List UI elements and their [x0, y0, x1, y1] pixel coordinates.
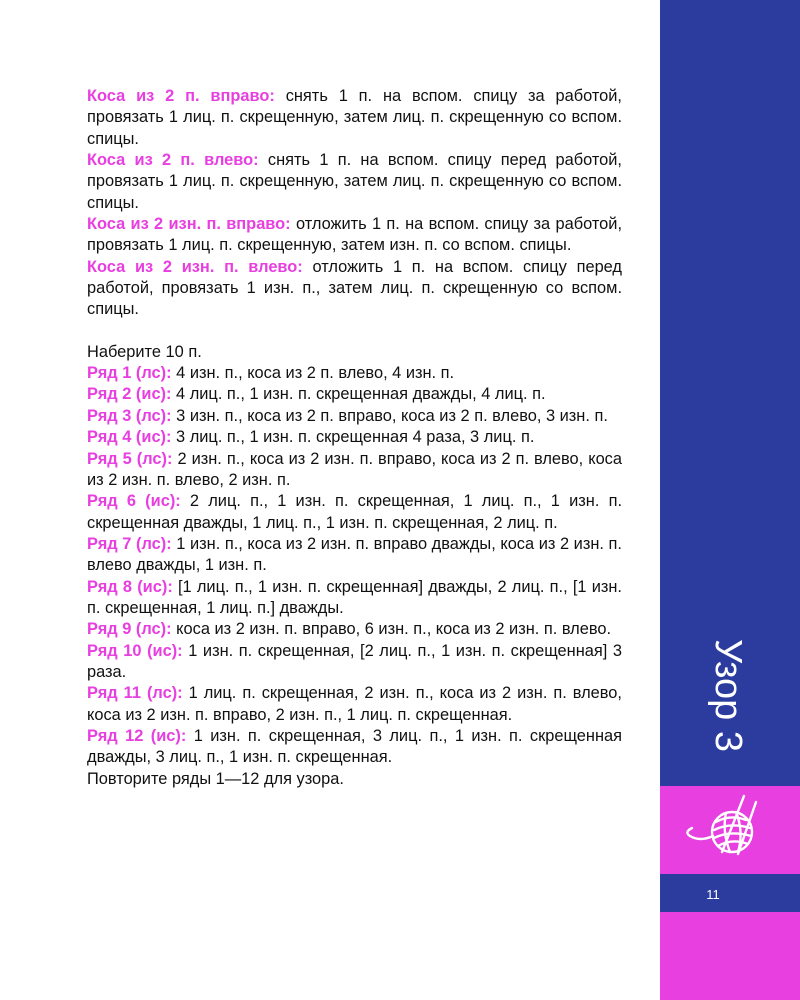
definition-item: [87, 257, 622, 321]
definition-text: снять 1 п. на вспом. спицу за работой, провязать 1 лиц. п. скрещенную, затем лиц. п. скрещенную со вспом. спицы.: [87, 87, 622, 148]
row-instruction: [87, 363, 622, 384]
row-label: Ряд 2 (ис):: [87, 385, 172, 404]
row-text: 4 лиц. п., 1 изн. п. скрещенная дважды, 4 лиц. п.: [171, 385, 546, 404]
row-text: 3 лиц. п., 1 изн. п. скрещенная 4 раза, 3 лиц. п.: [171, 428, 535, 447]
row-instruction: [87, 491, 622, 534]
definition-item: [87, 86, 622, 150]
row-instruction: [87, 427, 622, 448]
row-label: Ряд 3 (лс):: [87, 406, 172, 425]
row-text: 1 изн. п. скрещенная, [2 лиц. п., 1 изн. п. скрещенная] 3 раза.: [87, 641, 623, 681]
page-number: 11: [706, 887, 720, 902]
row-label: Ряд 10 (ис):: [87, 641, 183, 660]
row-instruction: [87, 683, 622, 726]
row-label: Ряд 7 (лс):: [87, 534, 172, 553]
row-text: 1 изн. п. скрещенная, 3 лиц. п., 1 изн. п. скрещенная дважды, 3 лиц. п., 1 изн. п. скрещенная.: [87, 726, 622, 767]
row-text: 3 изн. п., коса из 2 п. вправо, коса из 2 п. влево, 3 изн. п.: [171, 406, 608, 425]
row-text: 1 изн. п., коса из 2 изн. п. вправо дважды, коса из 2 изн. п. влево дважды, 1 изн. п.: [87, 534, 622, 575]
row-text: [1 лиц. п., 1 изн. п. скрещенная] дважды, 2 лиц. п., [1 изн. п. скрещенная, 1 лиц. п.] дважды.: [87, 577, 622, 617]
page-content: [87, 86, 622, 790]
definition-text: отложить 1 п. на вспом. спицу перед работой, провязать 1 изн. п., затем лиц. п. скрещенную со вспом. спицы.: [87, 257, 622, 319]
definition-text: снять 1 п. на вспом. спицу перед работой, провязать 1 лиц. п. скрещенную, затем лиц. п. скрещенную со вспом. спицы.: [87, 151, 622, 212]
definition-item: [87, 214, 622, 257]
row-label: Ряд 8 (ис):: [87, 577, 173, 596]
row-label: Ряд 11 (лс):: [87, 684, 183, 703]
row-label: Ряд 12 (ис):: [87, 726, 187, 745]
sidebar-title-text: Узор 3: [706, 638, 749, 752]
repeat-instruction: Повторите ряды 1—12 для узора.: [87, 769, 344, 788]
definition-term: Коса из 2 п. влево:: [87, 151, 259, 170]
row-label: Ряд 4 (ис):: [87, 428, 172, 447]
sidebar-title: [667, 620, 787, 770]
row-instruction: [87, 577, 622, 620]
yarn-ball-icon: [686, 792, 766, 866]
row-label: Ряд 1 (лс):: [87, 364, 172, 383]
row-instruction: [87, 534, 622, 577]
paragraph-gap: [87, 321, 622, 342]
row-text: 1 лиц. п. скрещенная, 2 изн. п., коса из 2 изн. п. влево, коса из 2 изн. п. вправо, 2 изн. п., 1 лиц. п. скрещенная.: [87, 684, 622, 724]
definition-term: Коса из 2 изн. п. влево:: [87, 257, 303, 276]
row-text: 2 изн. п., коса из 2 изн. п. вправо, коса из 2 п. влево, коса из 2 изн. п. влево, 2 изн. п.: [87, 449, 622, 489]
row-instruction: [87, 384, 622, 405]
row-instruction: [87, 641, 622, 684]
definition-text: отложить 1 п. на вспом. спицу за работой, провязать 1 лиц. п. скрещенную, затем изн. п. со вспом. спицы.: [87, 215, 622, 255]
row-instruction: [87, 449, 622, 492]
cast-on-instruction: Наберите 10 п.: [87, 342, 202, 361]
definition-term: Коса из 2 п. вправо:: [87, 87, 275, 105]
definition-term: Коса из 2 изн. п. вправо:: [87, 215, 291, 234]
row-instruction: [87, 726, 622, 769]
row-text: коса из 2 изн. п. вправо, 6 изн. п., коса из 2 изн. п. влево.: [171, 620, 612, 639]
row-label: Ряд 6 (ис):: [87, 492, 181, 511]
row-text: 4 изн. п., коса из 2 п. влево, 4 изн. п.: [171, 364, 455, 383]
row-text: 2 лиц. п., 1 изн. п. скрещенная, 1 лиц. п., 1 изн. п. скрещенная дважды, 1 лиц. п., 1 изн. п. скрещенная, 2 лиц. п.: [87, 492, 622, 532]
sidebar-bottom-panel: [660, 912, 800, 1000]
row-label: Ряд 5 (лс):: [87, 449, 173, 468]
definition-item: [87, 150, 622, 214]
row-instruction: [87, 406, 622, 427]
row-label: Ряд 9 (лс):: [87, 620, 172, 639]
row-instruction: [87, 619, 622, 640]
